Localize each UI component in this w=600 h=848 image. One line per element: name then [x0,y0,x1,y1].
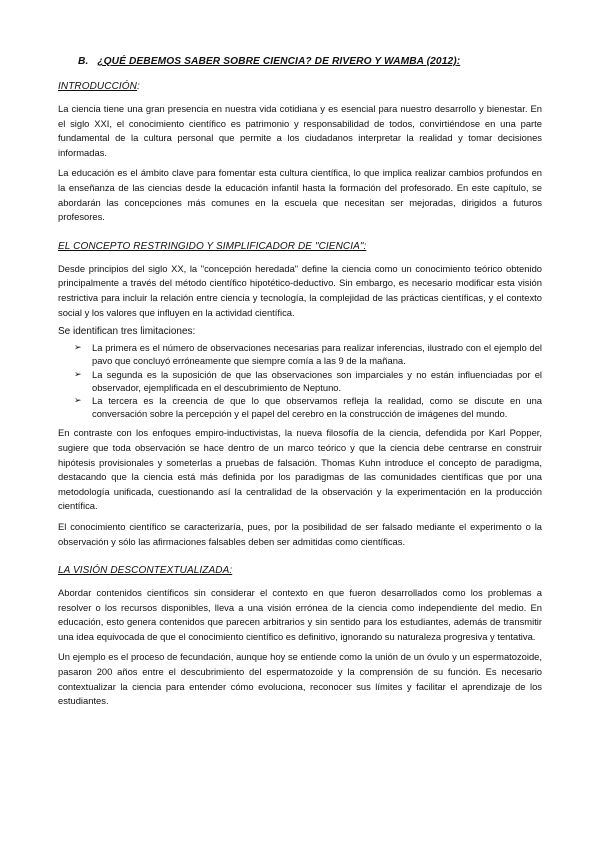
arrow-bullet-icon: ➢ [74,394,82,405]
vision-heading: LA VISIÓN DESCONTEXTUALIZADA: [58,565,233,577]
title-text: ¿QUÉ DEBEMOS SABER SOBRE CIENCIA? DE RIVERO Y WAMBA (2012): [97,56,461,67]
intro-paragraph-1: La ciencia tiene una gran presencia en nuestra vida cotidiana y es esencial para nuestro desarrollo y bienestar. En el siglo XXI, el conocimiento científico es patrimonio y responsabilidad de todos, convirtiéndose en una parte fundamental de la cultura personal que permite a los ciudadanos interpretar la realidad y tomar decisiones informadas. [58,103,542,158]
limitation-text-2: La segunda es la suposición de que las observaciones son imparciales y no están influenciadas por el observador, ejemplificada en el descubrimiento de Neptuno. [92,368,542,393]
concept-paragraph-3: El conocimiento científico se caracterizaría, pues, por la posibilidad de ser falsado mediante el experimento o la observación y sólo las afirmaciones falsables deben ser admitidas como científicas. [58,520,542,547]
intro-heading [58,81,542,92]
concept-heading: EL CONCEPTO RESTRINGIDO Y SIMPLIFICADOR DE "CIENCIA": [58,240,367,252]
list-item [58,394,542,420]
limitation-text-1: La primera es el número de observaciones necesarias para realizar inferencias, ilustrado con el ejemplo del pavo que concluyó erróneamente que siempre comía a las 9 de la mañana. [92,342,542,367]
list-item [58,341,542,367]
arrow-bullet-icon: ➢ [74,342,82,353]
title-letter: B. [78,56,89,67]
limitation-text-3: La tercera es la creencia de que lo que observamos refleja la realidad, como se discute en una conversación sobre la percepción y el papel del cerebro en la construcción de imágenes del mundo. [92,394,542,420]
document-title [78,56,542,67]
intro-heading-text: INTRODUCCIÓN [58,81,137,92]
limitations-list [58,341,542,420]
vision-paragraph-1: Abordar contenidos científicos sin considerar el contexto en que fueron desarrollados como los problemas a resolver o los recursos disponibles, lleva a una visión errónea de la ciencia como independiente del medio. En educación, esto genera contenidos que parecen arbitrarios y sin sentido para los estudiantes, además de transmitir una idea equivocada de que el conocimiento científico es definitivo, ignorando su naturaleza progresiva y tentativa. [58,587,542,642]
intro-heading-suffix: : [136,81,140,92]
intro-paragraph-2: La educación es el ámbito clave para fomentar esta cultura científica, lo que implica realizar cambios profundos en la enseñanza de las ciencias desde la educación infantil hasta la formación del profesorado. En este capítulo, se abordarán las concepciones más comunes en la escuela que necesitan ser mejoradas, dirigidos a futuros profesores. [58,167,542,223]
concept-paragraph-1: Desde principios del siglo XX, la "concepción heredada" define la ciencia como un conocimiento teórico obtenido principalmente a través del método científico hipotético-deductivo. Sin embargo, es necesario modificar esta visión restrictiva para incluir la relación entre ciencia y tecnología, la complejidad de las prácticas científicas, y el contexto social y los valores que influyen en la actividad científica. [58,262,542,318]
list-item [58,368,542,394]
limitations-label: Se identifican tres limitaciones: [58,326,196,338]
arrow-bullet-icon: ➢ [74,368,82,379]
concept-paragraph-2: En contraste con los enfoques empiro-inductivistas, la nueva filosofía de la ciencia, defendida por Karl Popper, sugiere que toda observación se hace dentro de un marco teórico y que la ciencia debe centrarse en construir hipótesis provisionales y someterlas a pruebas de falsación. Thomas Kuhn introduce el concepto de paradigma, destacando que la ciencia está más definida por los paradigmas de las comunidades científicas que por una metodología unificada, cuestionando así la centralidad de la observación y la experimentación en la producción científica. [58,427,542,512]
vision-paragraph-2: Un ejemplo es el proceso de fecundación, aunque hoy se entiende como la unión de un óvulo y un espermatozoide, pasaron 200 años entre el descubrimiento del espermatozoide y la comprensión de su función. Es necesario contextualizar la ciencia para entender cómo evoluciona, reconocer sus límites y facilitar el aprendizaje de los estudiantes. [58,651,542,707]
